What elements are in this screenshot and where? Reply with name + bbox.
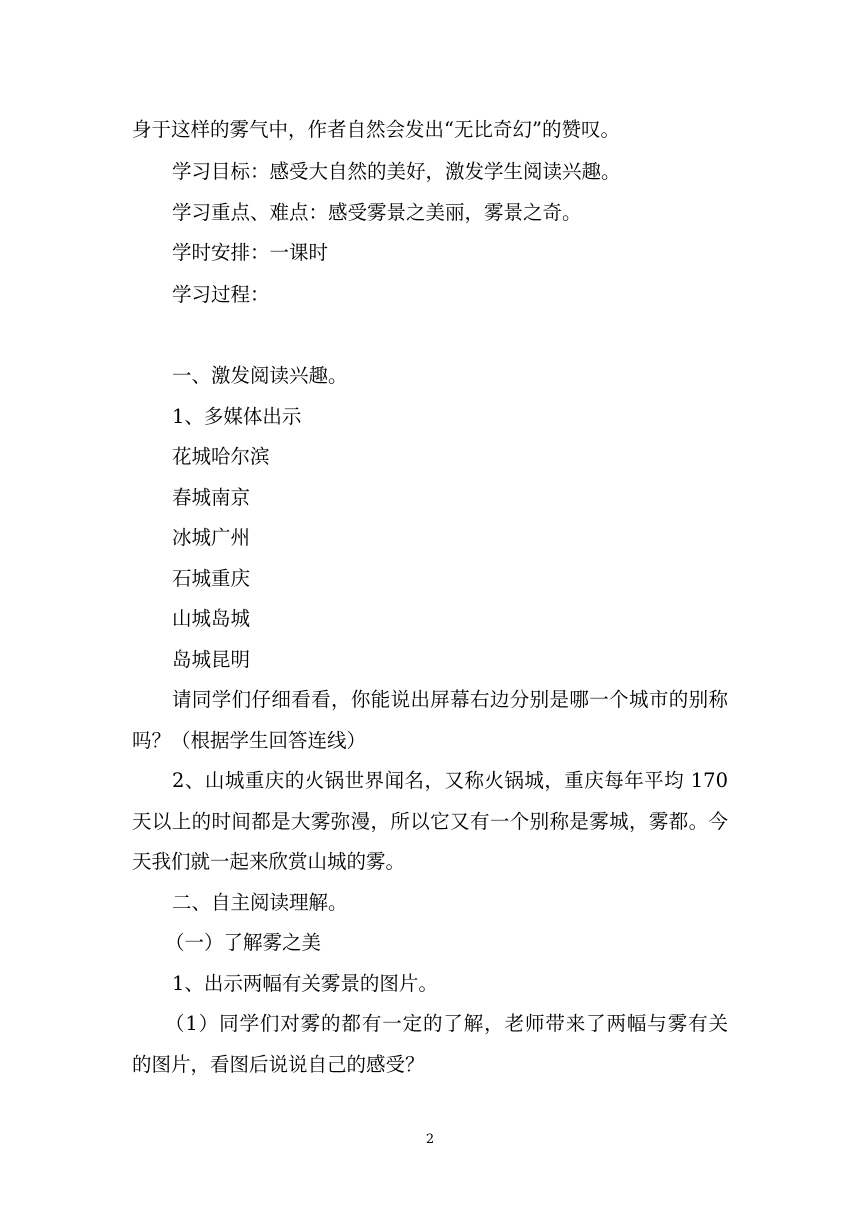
text-line: 学习过程：: [172, 283, 270, 306]
text-line: （一）了解雾之美: [165, 931, 322, 954]
text-line: 吗？（根据学生回答连线）: [132, 729, 367, 752]
text-line: 石城重庆: [172, 567, 251, 590]
text-line-justified: 天以上的时间都是大雾弥漫，所以它又有一个别称是雾城，雾都。今: [132, 810, 728, 833]
text-line: 天我们就一起来欣赏山城的雾。: [132, 850, 406, 873]
text-line-justified: （1）同学们对雾的都有一定的了解，老师带来了两幅与雾有关: [165, 1012, 728, 1035]
text-line: 的图片，看图后说说自己的感受？: [132, 1053, 425, 1076]
text-line: 身于这样的雾气中，作者自然会发出“无比奇幻”的赞叹。: [132, 118, 620, 141]
text-line-justified: 2、山城重庆的火锅世界闻名，又称火锅城，重庆每年平均 170: [172, 769, 728, 792]
text-line: 花城哈尔滨: [172, 445, 270, 468]
text-line-justified: 请同学们仔细看看，你能说出屏幕右边分别是哪一个城市的别称: [172, 688, 728, 711]
text-line: [0, 809, 860, 835]
text-line: 春城南京: [172, 486, 251, 509]
text-line: 一、激发阅读兴趣。: [172, 364, 348, 387]
text-line: [0, 687, 728, 713]
text-line: 学时安排：一课时: [172, 241, 329, 264]
text-line: 1、出示两幅有关雾景的图片。: [172, 972, 438, 995]
text-line: 1、多媒体出示: [172, 405, 302, 428]
text-line: 二、自主阅读理解。: [172, 891, 348, 914]
text-line: [0, 1011, 860, 1037]
text-line: 山城岛城: [172, 607, 251, 630]
text-line: 学习重点、难点：感受雾景之美丽，雾景之奇。: [172, 201, 582, 224]
text-line: 岛城昆明: [172, 648, 251, 671]
text-line: 学习目标：感受大自然的美好，激发学生阅读兴趣。: [172, 160, 621, 183]
text-line: [0, 768, 860, 794]
page-number: 2: [425, 1132, 435, 1147]
text-line: 冰城广州: [172, 526, 251, 549]
